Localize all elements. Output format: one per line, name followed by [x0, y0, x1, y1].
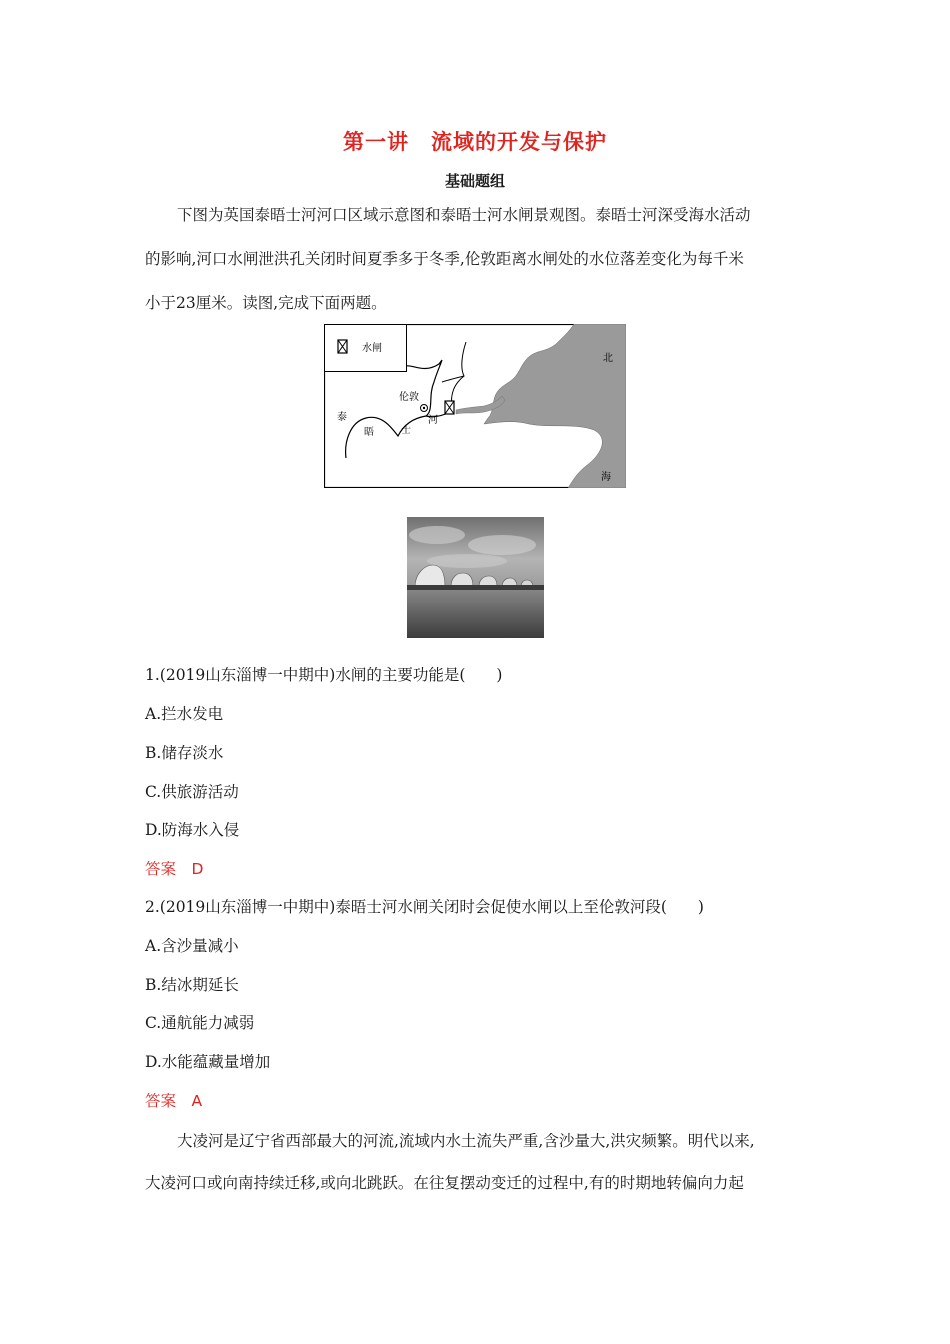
question-1-stem: 1.(2019山东淄博一中期中)水闸的主要功能是( ) [145, 666, 503, 684]
intro-line-1: 下图为英国泰晤士河河口区域示意图和泰晤士河水闸景观图。泰晤士河深受海水活动 [177, 206, 751, 224]
sluice-marker-icon [445, 401, 454, 414]
north-label: 北 [603, 353, 613, 364]
passage-line-1: 大凌河是辽宁省西部最大的河流,流域内水土流失严重,含沙量大,洪灾频繁。明代以来, [177, 1132, 755, 1150]
page-title: 第一讲 流域的开发与保护 [343, 130, 607, 154]
thames-barrier-photo [407, 517, 544, 638]
london-label: 伦敦 [399, 392, 419, 403]
question-1-answer: 答案 D [145, 860, 204, 878]
question-2-option-d: D.水能蕴藏量增加 [145, 1053, 271, 1071]
question-1-option-b: B.储存淡水 [145, 744, 224, 762]
river-char-1: 泰 [337, 412, 347, 423]
question-2-option-b: B.结冰期延长 [145, 976, 239, 994]
section-title: 基础题组 [444, 172, 505, 190]
passage-line-2: 大凌河口或向南持续迁移,或向北跳跃。在往复摆动变迁的过程中,有的时期地转偏向力起 [145, 1174, 744, 1192]
question-2-option-c: C.通航能力减弱 [145, 1014, 255, 1032]
question-2-stem: 2.(2019山东淄博一中期中)泰晤士河水闸关闭时会促使水闸以上至伦敦河段( ) [145, 898, 704, 916]
sea-label: 海 [601, 472, 611, 483]
question-1-option-a: A.拦水发电 [145, 705, 224, 723]
question-2-answer: 答案 A [145, 1092, 203, 1110]
river-char-3: 士 [401, 425, 411, 436]
london-marker-icon [421, 405, 428, 412]
legend-label: 水闸 [362, 343, 382, 354]
question-2-option-a: A.含沙量减小 [145, 937, 239, 955]
intro-line-2: 的影响,河口水闸泄洪孔关闭时间夏季多于冬季,伦敦距离水闸处的水位落差变化为每千米 [145, 250, 744, 268]
question-1-option-d: D.防海水入侵 [145, 821, 240, 839]
river-char-4: 河 [428, 415, 438, 426]
river-char-2: 晤 [364, 427, 374, 438]
intro-line-3: 小于23厘米。读图,完成下面两题。 [145, 294, 387, 312]
thames-map [324, 324, 626, 488]
question-1-option-c: C.供旅游活动 [145, 783, 239, 801]
